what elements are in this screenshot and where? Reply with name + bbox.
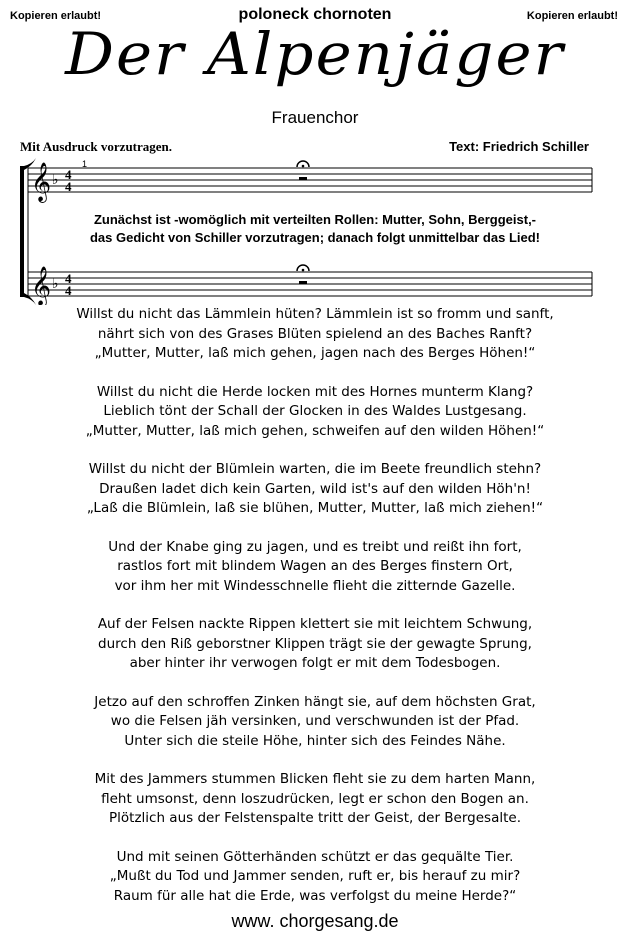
poem-line: Willst du nicht das Lämmlein hüten? Lämmlein ist so fromm und sanft, bbox=[76, 306, 554, 322]
poem-stanza bbox=[0, 693, 630, 752]
poem-line: Jetzo auf den schroffen Zinken hängt sie, auf dem höchsten Grat, bbox=[94, 693, 536, 710]
fermata-icon bbox=[297, 161, 309, 167]
instruction-line: das Gedicht von Schiller vorzutragen; danach folgt unmittelbar das Lied! bbox=[89, 230, 540, 245]
poem-stanza bbox=[0, 383, 630, 442]
performance-instruction bbox=[0, 211, 630, 247]
whole-rest-icon bbox=[299, 177, 307, 180]
instruction-line: Zunächst ist -womöglich mit verteilten Rollen: Mutter, Sohn, Berggeist,- bbox=[93, 212, 537, 227]
poem-line: fleht umsonst, denn loszudrücken, legt er schon den Bogen an. bbox=[101, 790, 529, 807]
poem-line: Willst du nicht der Blümlein warten, die im Beete freundlich stehn? bbox=[88, 461, 542, 477]
poem-line: rastlos fort mit blindem Wagen an des Berges finstern Ort, bbox=[117, 558, 513, 574]
poem-stanza bbox=[0, 615, 630, 674]
staff-lower bbox=[28, 272, 592, 296]
time-signature-top: 4 bbox=[65, 167, 72, 182]
poem-line: aber hinter ihr verwogen folgt er mit dem Todesbogen. bbox=[129, 655, 501, 671]
poem-line: Willst du nicht die Herde locken mit des Hornes munterm Klang? bbox=[96, 383, 534, 400]
copy-permission-right: Kopieren erlaubt! bbox=[526, 10, 618, 22]
poem-stanza bbox=[0, 305, 630, 364]
staff-upper bbox=[28, 168, 592, 192]
poem-stanza bbox=[0, 538, 630, 597]
poem-stanza bbox=[0, 460, 630, 519]
poem-line: Lieblich tönt der Schall der Glocken in des Waldes Lustgesang. bbox=[103, 403, 527, 419]
whole-rest-icon bbox=[299, 281, 307, 284]
treble-clef-icon: 𝄞 bbox=[31, 266, 52, 305]
poem-line: Unter sich die steile Höhe, hinter sich des Feindes Nähe. bbox=[124, 732, 506, 749]
poem-line: wo die Felsen jäh versinken, und verschwunden ist der Pfad. bbox=[110, 713, 520, 729]
poem-line: Raum für alle hat die Erde, was verfolgst du meine Herde?“ bbox=[113, 887, 517, 904]
poem-line: Draußen ladet dich kein Garten, wild ist's auf den wilden Höh'n! bbox=[99, 480, 531, 497]
treble-clef-icon: 𝄞 bbox=[31, 162, 52, 202]
poem-line: nährt sich von des Grases Blüten spielend an des Baches Ranft? bbox=[97, 325, 533, 342]
poem-line: „Mutter, Mutter, laß mich gehen, schweifen auf den wilden Höhen!“ bbox=[85, 422, 545, 439]
poem-line: „Mußt du Tod und Jammer senden, ruft er, bis herauf zu mir? bbox=[109, 868, 521, 884]
website-url: www. chorgesang.de bbox=[231, 911, 399, 931]
poem-line: Und mit seinen Götterhänden schützt er das gequälte Tier. bbox=[116, 848, 514, 865]
poem-text bbox=[0, 305, 630, 925]
time-signature-bottom: 4 bbox=[65, 179, 72, 194]
poem-line: Mit des Jammers stummen Blicken fleht sie zu dem harten Mann, bbox=[94, 771, 536, 787]
fermata-icon bbox=[297, 265, 309, 271]
flat-key-signature-icon: ♭ bbox=[52, 276, 59, 292]
tempo-marking: Mit Ausdruck vorzutragen. bbox=[20, 139, 173, 154]
time-signature-top: 4 bbox=[65, 271, 72, 286]
flat-key-signature-icon: ♭ bbox=[52, 172, 59, 188]
choir-type-subtitle: Frauenchor bbox=[271, 108, 359, 127]
poem-line: vor ihm her mit Windesschnelle flieht die zitternde Gazelle. bbox=[114, 577, 516, 594]
copy-permission-left: Kopieren erlaubt! bbox=[10, 10, 102, 22]
poem-line: Auf der Felsen nackte Rippen klettert sie mit leichtem Schwung, bbox=[97, 616, 533, 632]
poem-line: Plötzlich aus der Felstenspalte tritt der Geist, der Bergesalte. bbox=[109, 810, 521, 826]
measure-number: 1 bbox=[82, 159, 88, 169]
publisher-name: poloneck chornoten bbox=[238, 6, 392, 23]
poem-line: „Laß die Blümlein, laß sie blühen, Mutter, Mutter, laß mich ziehen!“ bbox=[86, 500, 544, 516]
poem-line: Und der Knabe ging zu jagen, und es treibt und reißt ihn fort, bbox=[108, 538, 522, 555]
poem-stanza bbox=[0, 848, 630, 907]
song-title: Der Alpenjäger bbox=[65, 20, 565, 88]
time-signature-bottom: 4 bbox=[65, 283, 72, 298]
poem-stanza bbox=[0, 770, 630, 829]
poem-line: durch den Riß geborstner Klippen trägt sie der gewagte Sprung, bbox=[98, 635, 532, 652]
poem-line: „Mutter, Mutter, laß mich gehen, jagen nach des Berges Höhen!“ bbox=[94, 345, 536, 361]
lyricist-credit: Text: Friedrich Schiller bbox=[449, 139, 589, 154]
